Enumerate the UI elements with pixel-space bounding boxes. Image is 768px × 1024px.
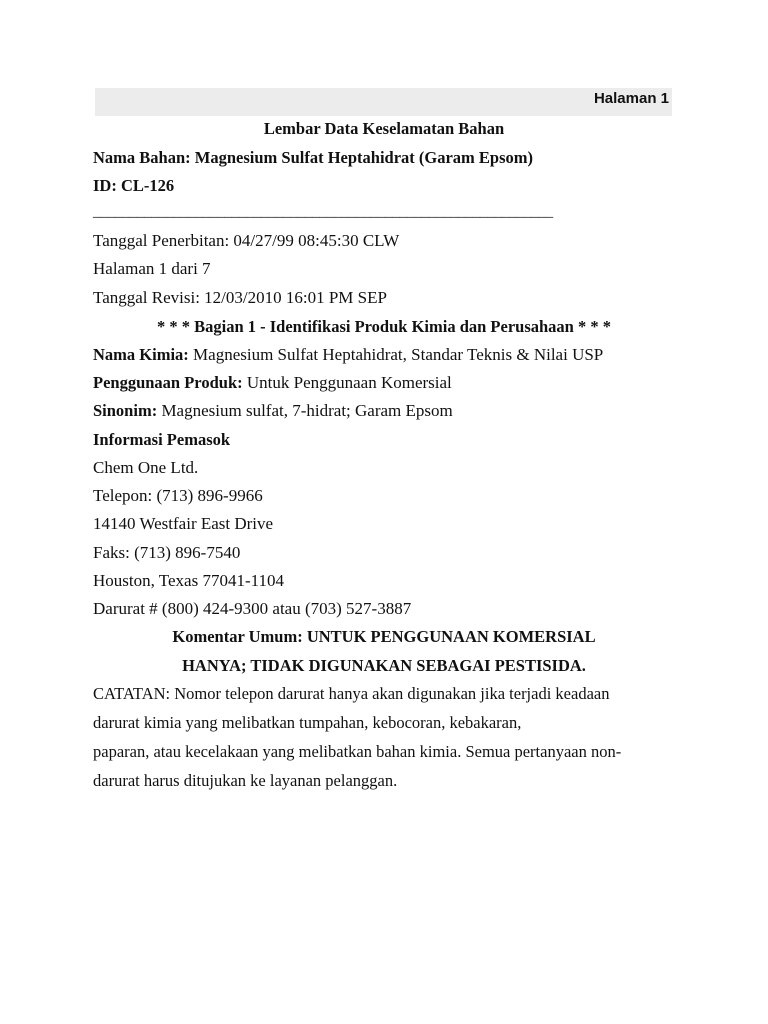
product-use-value: Untuk Penggunaan Komersial bbox=[242, 373, 452, 392]
revision-date: Tanggal Revisi: 12/03/2010 16:01 PM SEP bbox=[93, 288, 387, 307]
product-use-label: Penggunaan Produk: bbox=[93, 373, 243, 392]
horizontal-rule: _______________________________________________________________ bbox=[93, 204, 553, 220]
synonyms-value: Magnesium sulfat, 7-hidrat; Garam Epsom bbox=[157, 401, 453, 420]
note-line-2: darurat kimia yang melibatkan tumpahan, kebocoran, kebakaran, bbox=[93, 713, 522, 732]
chemical-name-value: Magnesium Sulfat Heptahidrat, Standar Teknis & Nilai USP bbox=[188, 345, 604, 364]
supplier-phone: Telepon: (713) 896-9966 bbox=[93, 486, 263, 505]
chemical-name-label: Nama Kimia: bbox=[93, 345, 189, 364]
supplier-emergency: Darurat # (800) 424-9300 atau (703) 527-3887 bbox=[93, 599, 412, 618]
page-header-band bbox=[95, 88, 672, 116]
document-title: Lembar Data Keselamatan Bahan bbox=[263, 119, 505, 138]
general-comment-line-1: Komentar Umum: UNTUK PENGGUNAAN KOMERSIAL bbox=[172, 627, 596, 646]
supplier-street: 14140 Westfair East Drive bbox=[93, 514, 274, 533]
note-line-1: CATATAN: Nomor telepon darurat hanya akan digunakan jika terjadi keadaan bbox=[93, 684, 610, 703]
supplier-fax: Faks: (713) 896-7540 bbox=[93, 543, 241, 562]
note-line-3: paparan, atau kecelakaan yang melibatkan bahan kimia. Semua pertanyaan non- bbox=[93, 742, 622, 761]
page-count: Halaman 1 dari 7 bbox=[93, 259, 211, 278]
supplier-company: Chem One Ltd. bbox=[93, 458, 199, 477]
synonyms-label: Sinonim: bbox=[93, 401, 158, 420]
supplier-heading: Informasi Pemasok bbox=[93, 430, 231, 449]
section-1-heading: * * * Bagian 1 - Identifikasi Produk Kimia dan Perusahaan * * * bbox=[157, 317, 611, 336]
supplier-city: Houston, Texas 77041-1104 bbox=[93, 571, 284, 590]
page-number-label: Halaman 1 bbox=[593, 90, 669, 107]
document-id: ID: CL-126 bbox=[93, 176, 175, 195]
note-line-4: darurat harus ditujukan ke layanan pelanggan. bbox=[93, 771, 398, 790]
chemical-name-row bbox=[93, 345, 603, 365]
material-name: Nama Bahan: Magnesium Sulfat Heptahidrat (Garam Epsom) bbox=[93, 148, 534, 167]
general-comment-line-2: HANYA; TIDAK DIGUNAKAN SEBAGAI PESTISIDA. bbox=[182, 656, 586, 675]
synonyms-row bbox=[93, 401, 453, 421]
product-use-row bbox=[93, 373, 452, 393]
issue-date: Tanggal Penerbitan: 04/27/99 08:45:30 CLW bbox=[93, 231, 400, 250]
